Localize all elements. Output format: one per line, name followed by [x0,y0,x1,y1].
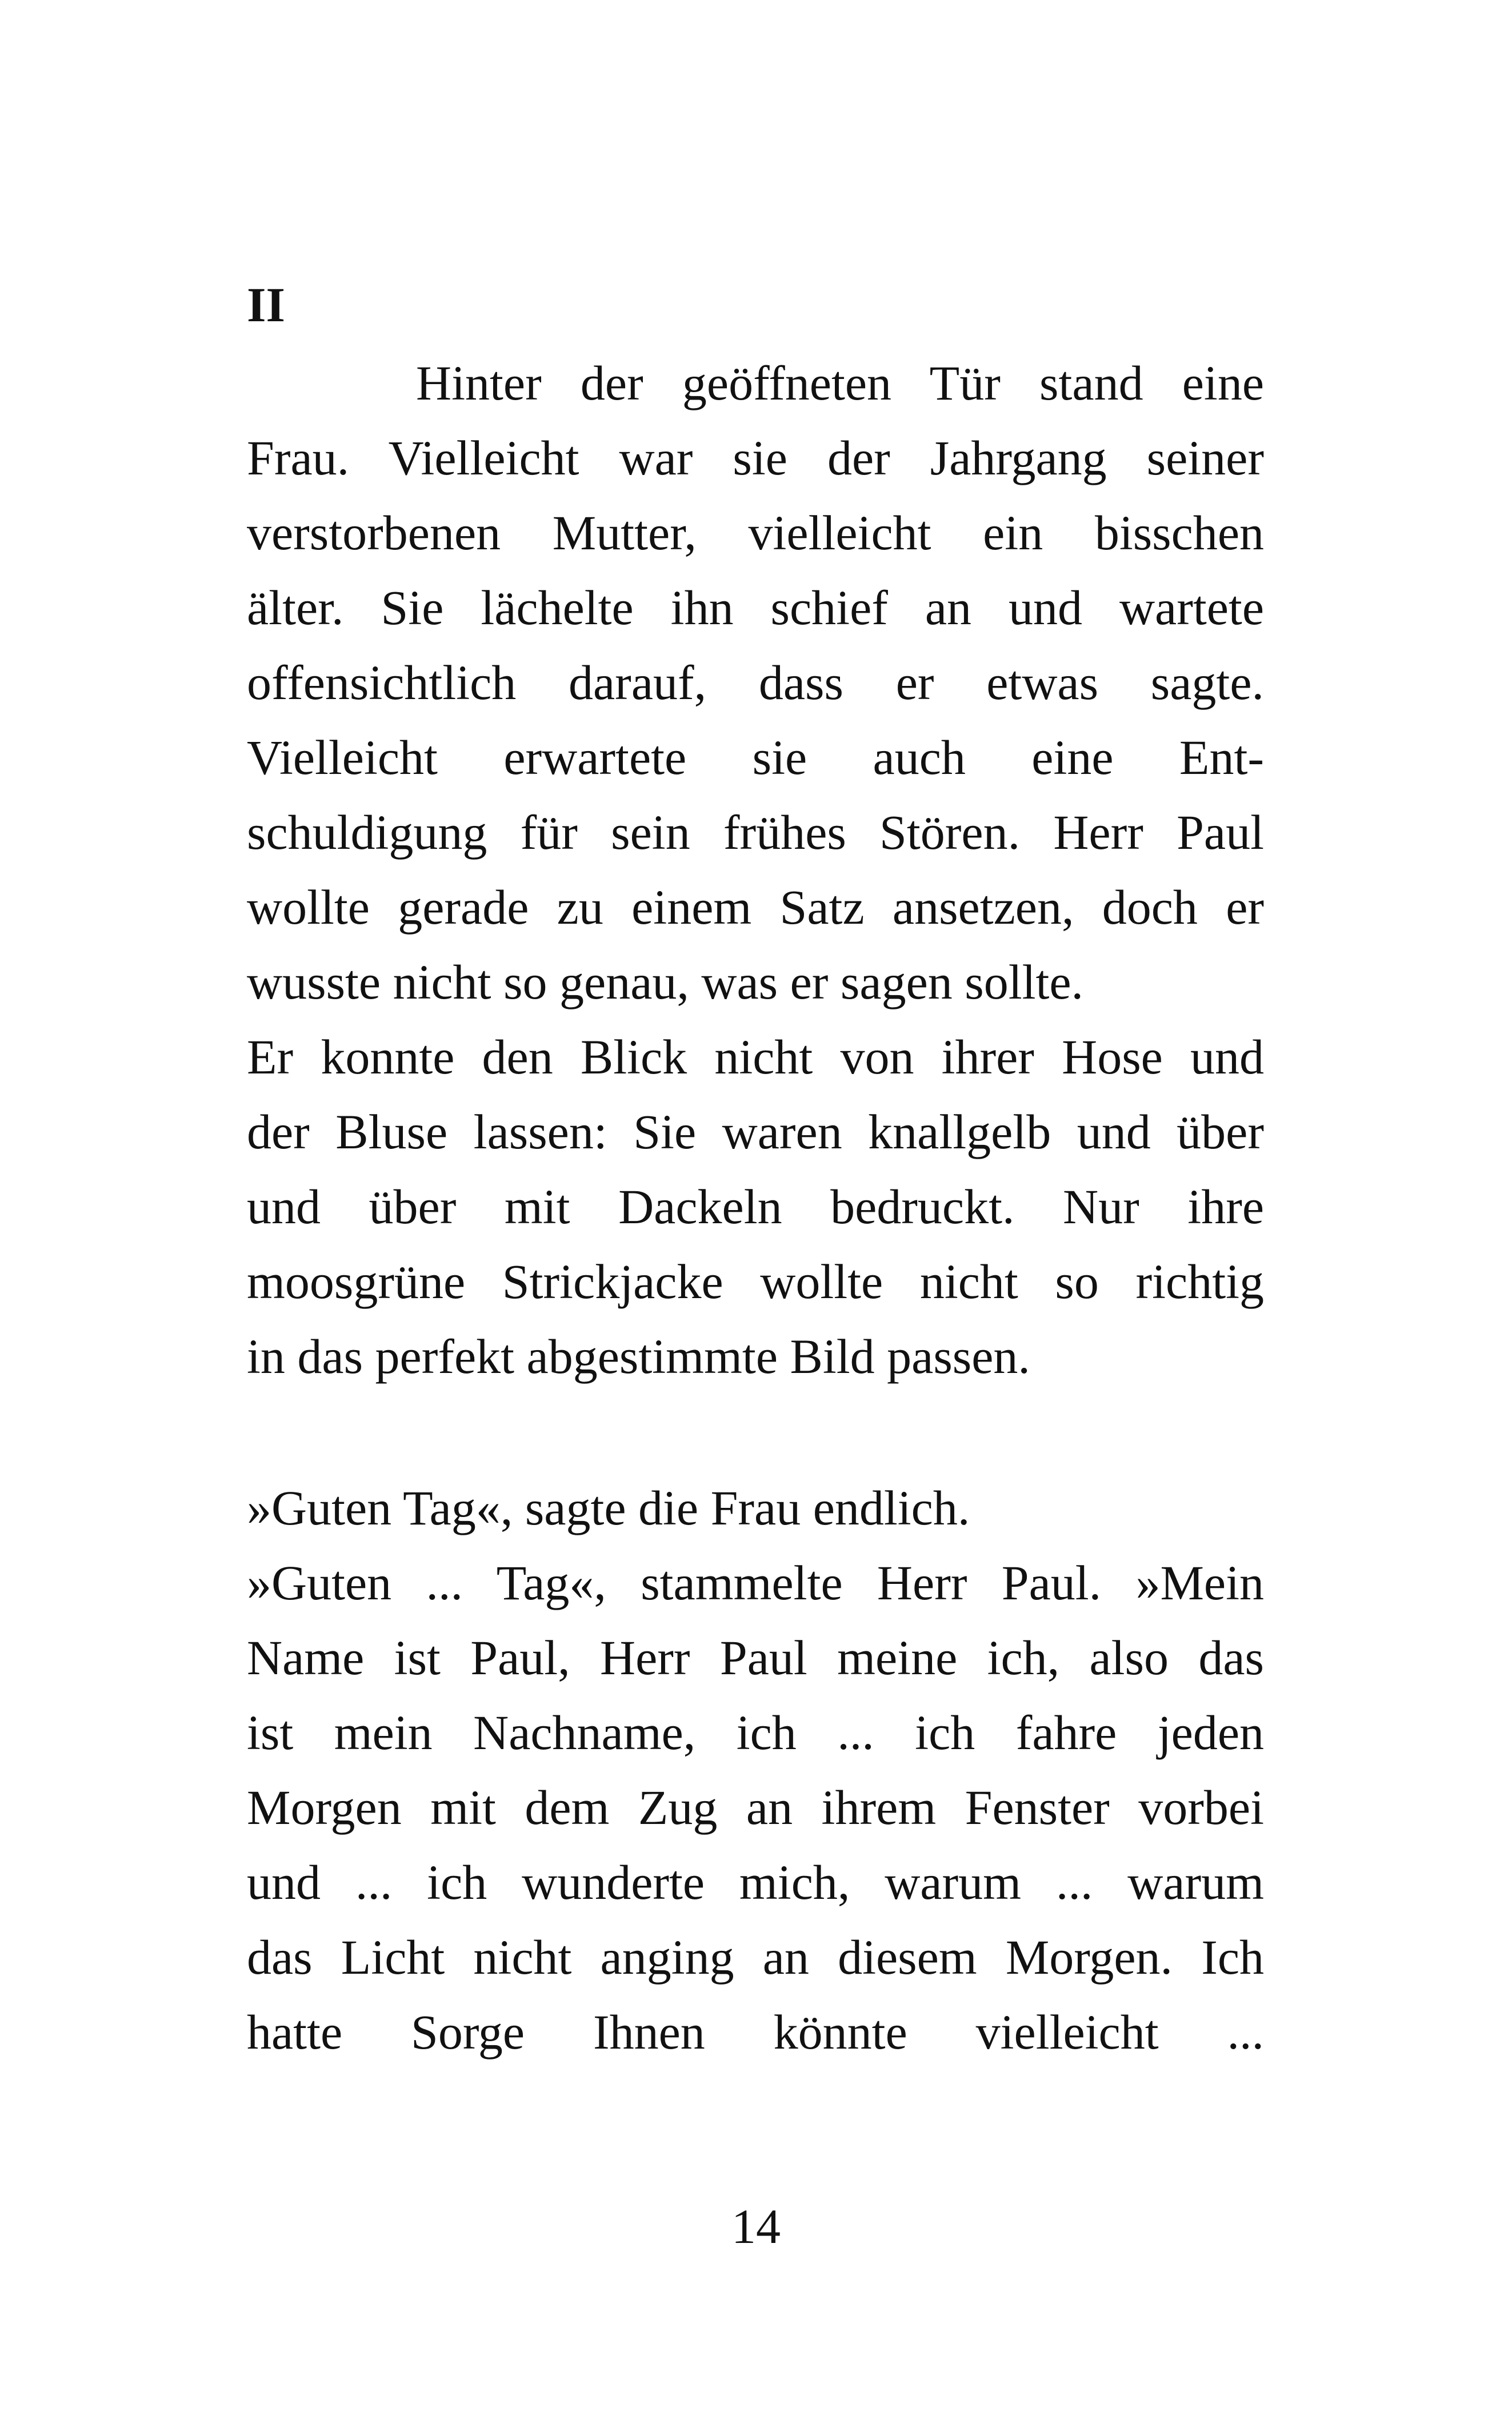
text-line: und ... ich wunderte mich, warum ... warum [247,1855,1264,1910]
paragraph-1 [247,346,1264,1394]
text-line: Er konnte den Blick nicht von ihrer Hose und [247,1029,1264,1084]
text-line: ist mein Nachname, ich ... ich fahre jeden [247,1705,1264,1760]
page-number: 14 [731,2199,781,2254]
text-line: in das perfekt abgestimmte Bild passen. [247,1329,1030,1384]
chapter-heading: II [247,277,285,332]
text-line: »Guten Tag«, sagte die Frau endlich. [247,1480,970,1535]
text-line: Name ist Paul, Herr Paul meine ich, also das [247,1630,1264,1685]
text-line: Frau. Vielleicht war sie der Jahrgang seiner [247,430,1264,485]
text-line: wollte gerade zu einem Satz ansetzen, doch er [247,880,1264,935]
text-line: hatte Sorge Ihnen könnte vielleicht ... [247,2005,1264,2059]
text-line: älter. Sie lächelte ihn schief an und wartete [247,580,1264,635]
text-line: Hinter der geöffneten Tür stand eine [416,356,1264,410]
text-line: das Licht nicht anging an diesem Morgen. Ich [247,1930,1264,1985]
text-line: moosgrüne Strickjacke wollte nicht so richtig [247,1254,1264,1309]
text-line: und über mit Dackeln bedruckt. Nur ihre [247,1179,1264,1234]
text-line: offensichtlich darauf, dass er etwas sagte. [247,655,1264,710]
text-line: »Guten ... Tag«, stammelte Herr Paul. »Mein [247,1555,1264,1610]
text-line: wusste nicht so genau, was er sagen sollte. [247,955,1084,1009]
paragraph-2 [247,1471,1264,2070]
text-line: der Bluse lassen: Sie waren knallgelb und über [247,1104,1264,1159]
text-line: verstorbenen Mutter, vielleicht ein bisschen [247,505,1264,560]
text-line: Vielleicht erwartete sie auch eine Ent- [247,730,1264,785]
text-line: Morgen mit dem Zug an ihrem Fenster vorbei [247,1780,1264,1835]
text-line: schuldigung für sein frühes Stören. Herr Paul [247,805,1264,860]
